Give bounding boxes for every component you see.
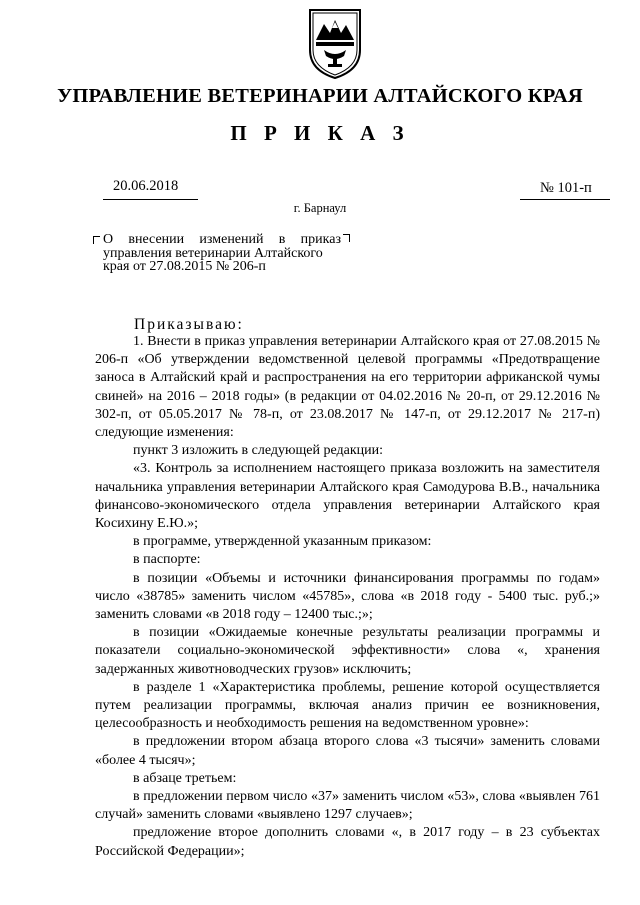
subject-bracket-right (343, 234, 350, 242)
paragraph: 1. Внести в приказ управления ветеринарии Алтайского края от 27.08.2015 № 206-п «Об утверждении ведомственной целевой программы «Предотвращение заноса в Алтайский край и распространения на его территории африканской чумы свиней» на 2016 – 2018 годы» (в редакции от 04.02.2016 № 20-п, от 29.12.2016 № 302-п, от 05.05.2017 № 78-п, от 23.08.2017 № 147-п, от 29.12.2017 № 217-п) следующие изменения: (95, 334, 600, 441)
paragraph: в позиции «Ожидаемые конечные результаты реализации программы и показатели социально-экономической эффективности» слова «, хранения задержанных животноводческих грузов» исключить; (95, 625, 600, 677)
order-word: Приказываю: (134, 316, 244, 333)
paragraph: пункт 3 изложить в следующей редакции: (133, 443, 383, 459)
document-type-title: П Р И К А З (230, 121, 410, 145)
paragraph: «3. Контроль за исполнением настоящего приказа возложить на заместителя начальника управления ветеринарии Алтайского края Самодурова В.В., начальника финансово-экономического отдела управления ветеринарии Алтайского края Косихину Е.Ю.»; (95, 461, 600, 532)
paragraph: в позиции «Объемы и источники финансирования программы по годам» число «38785» заменить числом «45785», слова «в 2018 году - 5400 тыс. руб.;» заменить словами «в 2018 году – 12400 тыс.;»; (95, 570, 600, 623)
paragraph: в предложении втором абзаца второго слова «3 тысячи» заменить словами «более 4 тысяч»; (95, 734, 600, 768)
paragraph: в разделе 1 «Характеристика проблемы, решение которой осуществляется путем реализации программы, включая анализ причин ее возникновения, целесообразность и необходимость решения на ведомственном уровне»: (95, 679, 600, 732)
subject-bracket-left (93, 236, 100, 244)
city-name: г. Барнаул (293, 201, 347, 215)
number-underline (520, 199, 610, 200)
document-subject (103, 233, 341, 274)
document-date: 20.06.2018 (113, 178, 179, 194)
organization-name: УПРАВЛЕНИЕ ВЕТЕРИНАРИИ АЛТАЙСКОГО КРАЯ (57, 85, 583, 107)
date-underline (103, 199, 198, 200)
coat-of-arms-emblem (304, 6, 366, 80)
paragraph: в программе, утвержденной указанным приказом: (133, 534, 432, 550)
paragraph: предложение второе дополнить словами «, в 2017 году – в 23 субъектах Российской Федерации»; (95, 825, 600, 859)
document-number: № 101-п (540, 180, 592, 196)
document-body (95, 333, 600, 861)
paragraph: в абзаце третьем: (133, 770, 237, 786)
subject-line-2: управления ветеринарии Алтайского (103, 245, 323, 261)
subject-line-1: О внесении изменений в приказ (103, 232, 341, 247)
paragraph: в паспорте: (133, 552, 201, 568)
subject-line-3: края от 27.08.2015 № 206-п (103, 259, 266, 274)
paragraph: в предложении первом число «37» заменить числом «53», слова «выявлен 761 случай» заменить словами «выявлено 1297 случаев»; (95, 789, 600, 823)
